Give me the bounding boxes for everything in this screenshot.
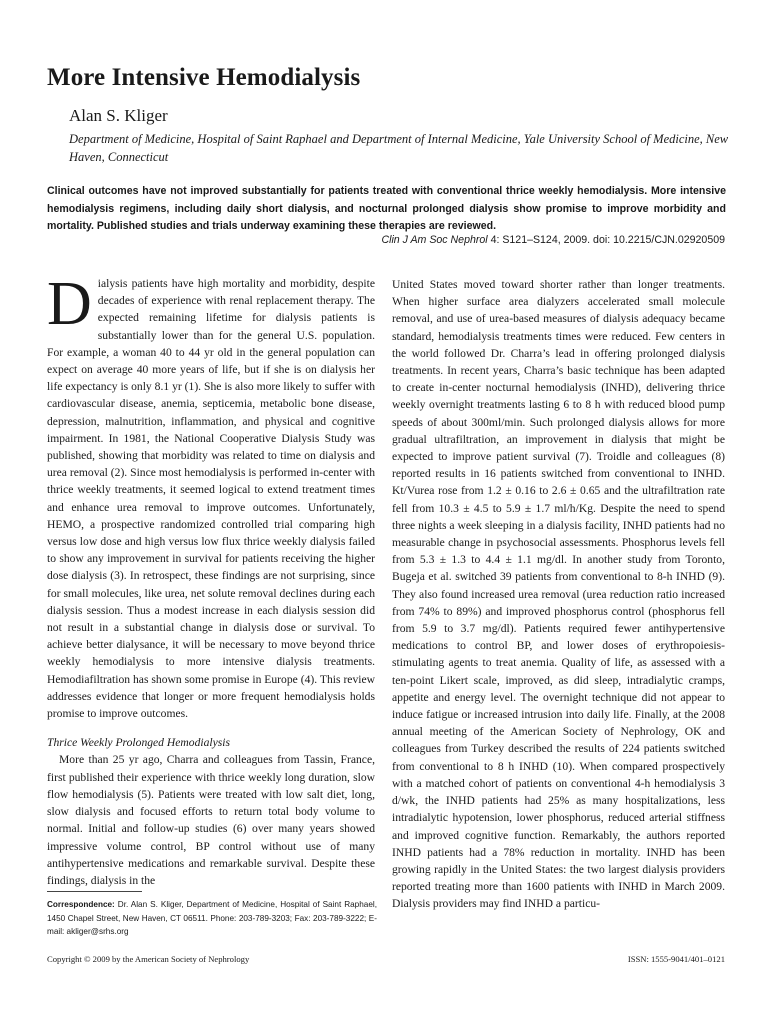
author-affiliation: Department of Medicine, Hospital of Saint Raphael and Department of Internal Medicine, Yale University School of Medicine, New Haven, Connecticut (69, 132, 729, 164)
issn-footer: ISSN: 1555-9041/401–0121 (627, 954, 725, 964)
body-column-right (392, 276, 725, 913)
citation (381, 234, 725, 246)
correspondence-text: Dr. Alan S. Kliger, Department of Medicine, Hospital of Saint Raphael, 1450 Chapel Street, New Haven, CT 06511. Phone: 203-789-3203; Fax: 203-789-3222; E-mail: akliger@srhs.org (47, 900, 377, 936)
footnote-divider (47, 891, 142, 892)
abstract: Clinical outcomes have not improved substantially for patients treated with conventional thrice weekly hemodialysis. More intensive hemodialysis regimens, including daily short dialysis, and nocturnal prolonged dialysis show promise to improve morbidity and mortality. Published studies and trials underway examining these therapies are reviewed. (47, 185, 726, 232)
section-heading: Thrice Weekly Prolonged Hemodialysis (47, 736, 230, 750)
section-paragraph: More than 25 yr ago, Charra and colleagues from Tassin, France, first published their experience with thrice weekly long duration, slow flow hemodialysis (5). Patients were treated with low salt diet, long, slow dialysis and focused efforts to return total body volume to normal. Initial and follow-up studies (6) over many years showed impressive volume control, BP control without use of many antihypertensive medications and remarkable survival. Despite these findings, dialysis in the (47, 753, 375, 887)
correspondence-note (47, 898, 377, 939)
intro-text: ialysis patients have high mortality and morbidity, despite decades of experience with renal replacement therapy. The expected remaining lifetime for dialysis patients is substantially lower than for the general U.S. population. For example, a woman 40 to 44 yr old in the general population can expect on average 40 more years of life, but if she is on dialysis her life expectancy is only 8.1 yr (1). She is also more likely to suffer with cardiovascular disease, anemia, septicemia, metabolic bone disease, depression, malnutrition, inflammation, and physical and cognitive impairment. In 1981, the National Cooperative Dialysis Study was published, showing that morbidity was related to time on dialysis and urea removal (2). Since most hemodialysis is performed in-center with thrice weekly treatments, it seemed logical to extend treatment times and enhance urea removal to improve outcomes. Unfortunately, HEMO, a prospective randomized controlled trial comparing high versus low dose and high versus low flux thrice weekly dialysis failed to show any improvement in survival for patients receiving the higher dose dialysis (3). In retrospect, these findings are not surprising, since for small molecules, like urea, net solute removal declines during each dialysis session. Thus a modest increase in each dialysis session did not result in a substantial change in dialysis dose or survival. To achieve better dialysance, it will be necessary to move beyond thrice weekly hemodialysis to more intensive dialysis treatments. Hemodiafiltration has shown some promise in Europe (4). This review addresses evidence that longer or more frequent hemodialysis holds promise to improve outcomes. (47, 277, 375, 721)
citation-details: 4: S121–S124, 2009. doi: 10.2215/CJN.02920509 (487, 234, 725, 246)
correspondence-label: Correspondence: (47, 900, 115, 909)
citation-journal: Clin J Am Soc Nephrol (381, 234, 488, 246)
right-column-paragraph: United States moved toward shorter rather than longer treatments. When higher surface area dialyzers accelerated small molecule removal, and use of urea-based measures of dialysis adequacy became standard, hemodialysis treatments times were reduced. Few centers in the world followed Dr. Charra’s lead in offering prolonged dialysis treatments. In recent years, Charra’s basic technique has been adapted to create in-center nocturnal hemodialysis (INHD), delivering thrice weekly overnight treatments lasting 6 to 8 h with reduced blood pump speeds of about 300ml/min. Such prolonged dialysis allows for more gradual ultrafiltration, an improvement in dialysis that might be expected to improve patient survival (7). Troidle and colleagues (8) reported results in 16 patients switched from conventional to INHD. Kt/Vurea rose from 1.2 ± 0.16 to 2.6 ± 0.65 and the ultrafiltration rate fell from 10.3 ± 4.5 to 5.9 ± 1.7 ml/h/Kg. Despite the need to spend three nights a week sleeping in a dialysis facility, INHD patients had no measurable change in psychosocial assessments. Phosphorus levels fell from 5.3 ± 1.3 to 4.4 ± 1.1 mg/dl. In another study from Toronto, Bugeja et al. switched 39 patients from conventional to 8-h INHD (9). They also found increased urea removal (urea reduction ratio increased from 74% to 89%) and improved phosphorus control (phosphorus fell from 5.9 to 3.7 mg/dl). Patients required fewer antihypertensive medications to control BP, and lower doses of erythropoiesis- stimulating agents to treat anemia. Quality of life, as assessed with a ten-point Likert scale, improved, as did sleep, intradialytic cramps, appetite and energy level. The overnight technique did not appear to induce fatigue or increased intrusion into daily life. Finally, at the 2008 annual meeting of the American Society of Nephrology, OK and colleagues from Turkey described the results of 224 patients switched from conventional to 8 h INHD (10). When compared prospectively with a matched cohort of patients on conventional 4-h hemodialysis 3 d/wk, the INHD patients had 25% as many hospitalizations, less intradialytic hypotension, lower phosphorus, reduced arterial stiffness and improved cognitive function. Remarkably, the authors reported INHD patients had a 78% reduction in mortality. INHD has been growing rapidly in the United States: the two largest dialysis providers reported treating more than 1600 patients with INHD in March 2009. Dialysis providers may find INHD a particu- (392, 278, 725, 911)
drop-cap: D (47, 270, 92, 338)
intro-paragraph (47, 270, 375, 722)
article-author: Alan S. Kliger (69, 106, 168, 125)
body-column-left (47, 270, 375, 889)
article-title: More Intensive Hemodialysis (47, 64, 361, 91)
copyright-footer: Copyright © 2009 by the American Society of Nephrology (47, 954, 250, 964)
